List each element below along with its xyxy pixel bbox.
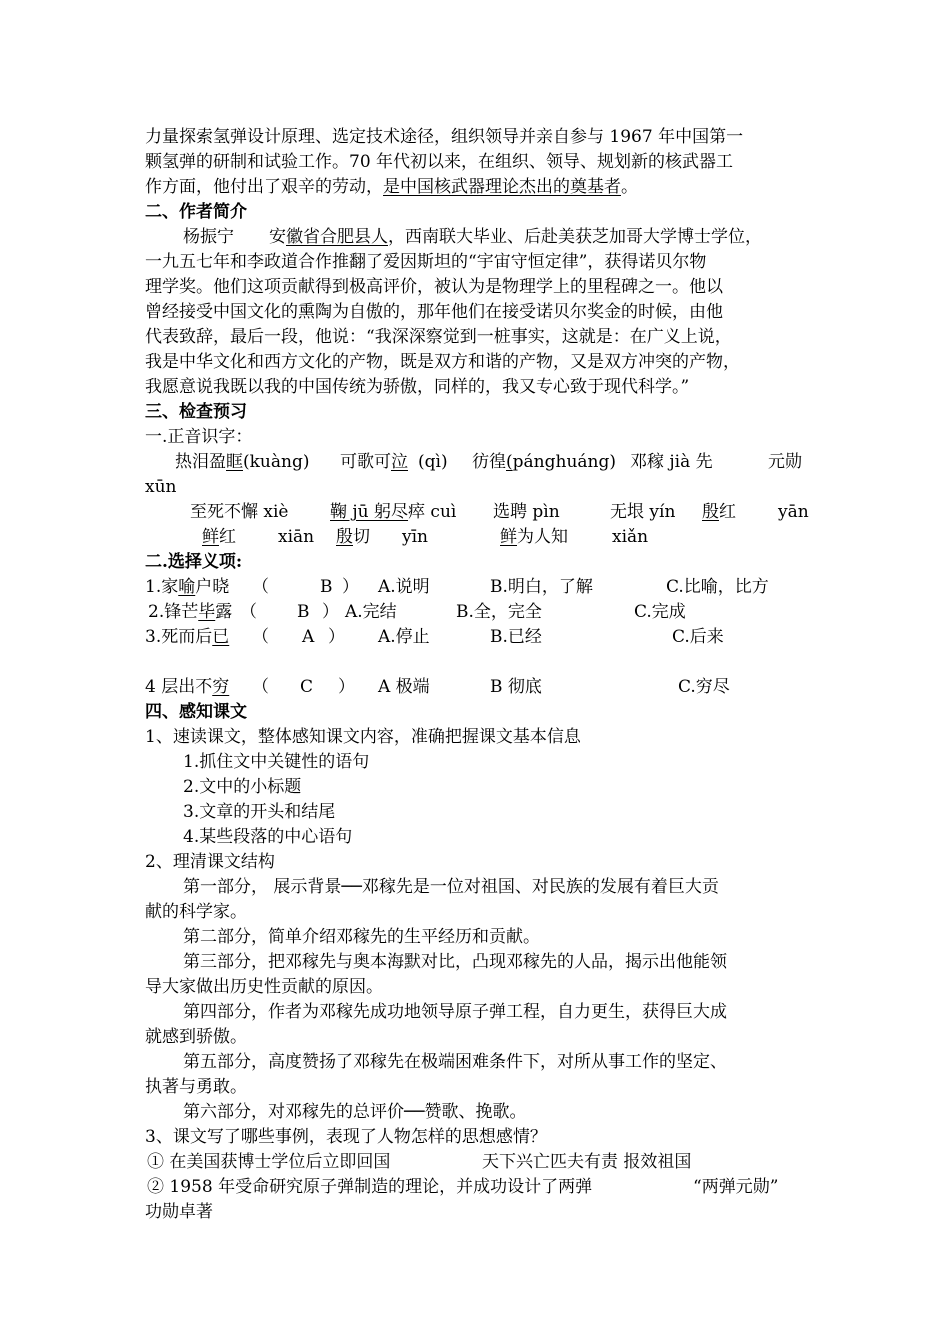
pinyin: (kuàng) xyxy=(243,452,310,472)
part-6-line-1: 第六部分，对邓稼先的总评价──赞歌、挽歌。 xyxy=(183,1102,527,1122)
word-item xyxy=(330,500,456,524)
author-name: 杨振宁 xyxy=(183,227,234,247)
option-a: A 极端 xyxy=(378,677,430,697)
author-line-3: 理学奖。他们这项贡献得到极高评价，被认为是物理学上的里程碑之一。他以 xyxy=(145,277,723,297)
word-item: 元勋 xyxy=(768,452,802,472)
word-underlined: 鲜 xyxy=(202,527,219,547)
question-word xyxy=(145,675,229,699)
intro-line-3 xyxy=(145,175,638,199)
word-underlined: 鲜 xyxy=(500,527,517,547)
section-heading-preview: 三、检查预习 xyxy=(145,402,247,422)
period: 。 xyxy=(621,177,638,197)
origin-underlined: 徽省合肥县人 xyxy=(286,227,388,247)
author-line-7: 我愿意说我既以我的中国传统为骄傲，同样的，我又专心致于现代科学。” xyxy=(145,377,690,397)
word-item: 选聘 pìn xyxy=(493,502,560,522)
question-row-3 xyxy=(0,625,950,649)
word: 为人知 xyxy=(517,527,568,547)
open-paren: （ xyxy=(252,627,269,647)
question-word xyxy=(145,625,229,649)
tip-4: 4.某些段落的中心语句 xyxy=(183,827,353,847)
question-row-2 xyxy=(0,600,950,624)
task-1: 1、速读课文，整体感知课文内容，准确把握课文基本信息 xyxy=(145,727,581,747)
word: 户晓 xyxy=(195,577,230,597)
choice-subheading: 二.选择义项: xyxy=(145,552,243,572)
pronunciation-row-3 xyxy=(0,525,950,549)
example-title: “两弹元勋” xyxy=(693,1177,779,1197)
word-underlined: ( xyxy=(506,452,513,472)
word: 露 xyxy=(215,602,233,622)
word-item xyxy=(202,525,236,549)
word-item: 至死不懈 xiè xyxy=(190,502,289,522)
word-underlined: 毕 xyxy=(198,602,216,622)
author-line-5: 代表致辞，最后一段，他说：“我深深察觉到一桩事实，这就是：在广义上说， xyxy=(145,327,732,347)
word-item xyxy=(472,450,616,474)
option-c: C.比喻，比方 xyxy=(666,577,769,597)
word: 4 层出不 xyxy=(145,677,213,697)
word-item xyxy=(702,500,736,524)
word: 红 xyxy=(219,527,236,547)
word-item xyxy=(340,450,448,474)
question-word xyxy=(148,600,232,624)
question-word xyxy=(145,575,229,599)
question-row-1 xyxy=(0,575,950,599)
answer: A xyxy=(302,627,315,647)
option-a: A.完结 xyxy=(345,602,397,622)
pronunciation-row-1 xyxy=(0,450,950,474)
close-paren: ） xyxy=(342,577,359,597)
pinyin: xiān xyxy=(278,527,315,547)
word-underlined: 眶 xyxy=(226,452,243,472)
pronunciation-subheading: 一.正音识字： xyxy=(145,427,253,447)
author-line-6: 我是中华文化和西方文化的产物，既是双方和谐的产物，又是双方冲突的产物， xyxy=(145,352,740,372)
word: 1.家 xyxy=(145,577,179,597)
author-line-2: 一九五七年和李政道合作推翻了爱因斯坦的“宇宙守恒定律”，获得诺贝尔物 xyxy=(145,252,707,272)
word: 热泪盈 xyxy=(175,452,226,472)
part-5-line-2: 执著与勇敢。 xyxy=(145,1077,247,1097)
option-b: B 彻底 xyxy=(490,677,542,697)
section-heading-author: 二、作者简介 xyxy=(145,202,247,222)
option-b: B.已经 xyxy=(490,627,542,647)
pinyin: (qì) xyxy=(418,452,448,472)
part-4-line-2: 就感到骄傲。 xyxy=(145,1027,247,1047)
pinyin: yīn xyxy=(402,527,428,547)
author-bio: ，西南联大毕业、后赴美获芝加哥大学博士学位， xyxy=(388,227,762,247)
part-1-line-2: 献的科学家。 xyxy=(145,902,247,922)
part-5-line-1: 第五部分，高度赞扬了邓稼先在极端困难条件下，对所从事工作的坚定、 xyxy=(183,1052,727,1072)
pinyin: pánghuáng) xyxy=(512,452,616,472)
answer: C xyxy=(300,677,314,697)
close-paren: ） xyxy=(338,677,355,697)
word: 2.锋芒 xyxy=(148,602,199,622)
pronunciation-row-2 xyxy=(0,500,950,524)
word: 彷徨 xyxy=(472,452,506,472)
example-event: ① 在美国获博士学位后立即回国 xyxy=(147,1152,391,1172)
answer: B xyxy=(320,577,333,597)
option-b: B.全，完全 xyxy=(456,602,542,622)
author-line-1 xyxy=(183,225,823,249)
origin-prefix: 安 xyxy=(269,227,286,247)
word: 切 xyxy=(353,527,370,547)
option-a: A.说明 xyxy=(378,577,430,597)
word-item: 邓稼 jià 先 xyxy=(630,452,713,472)
part-2-line-1: 第二部分，简单介绍邓稼先的生平经历和贡献。 xyxy=(183,927,540,947)
underlined-phrase: 是中国核武器理论杰出的奠基者 xyxy=(383,177,621,197)
section-heading-perception: 四、感知课文 xyxy=(145,702,247,722)
author-origin xyxy=(269,225,762,249)
word-item xyxy=(175,450,309,474)
question-row-4 xyxy=(0,675,950,699)
tip-3: 3.文章的开头和结尾 xyxy=(183,802,336,822)
word-item xyxy=(500,525,568,549)
intro-line-3-text: 作方面，他付出了艰辛的劳动， xyxy=(145,177,383,197)
author-line-4: 曾经接受中国文化的熏陶为自傲的，那年他们在接受诺贝尔奖金的时候，由他 xyxy=(145,302,723,322)
intro-line-1: 力量探索氢弹设计原理、选定技术途径，组织领导并亲自参与 1967 年中国第一 xyxy=(145,127,744,147)
option-b: B.明白，了解 xyxy=(490,577,593,597)
open-paren: （ xyxy=(240,602,257,622)
word-item xyxy=(336,525,370,549)
tip-1: 1.抓住文中关键性的语句 xyxy=(183,752,370,772)
tip-2: 2.文中的小标题 xyxy=(183,777,302,797)
pinyin: yān xyxy=(778,502,809,522)
word: 可歌可 xyxy=(340,452,391,472)
word: 红 xyxy=(719,502,736,522)
example-row-2 xyxy=(0,1175,950,1199)
word-underlined: 殷 xyxy=(702,502,719,522)
word-item: 无垠 yín xyxy=(610,502,676,522)
word-underlined: 殷 xyxy=(336,527,353,547)
word-underlined: 鞠 jū 躬尽 xyxy=(330,502,409,522)
open-paren: （ xyxy=(252,677,269,697)
example-feeling-2: 功勋卓著 xyxy=(145,1202,213,1222)
intro-line-2: 颗氢弹的研制和试验工作。70 年代初以来，在组织、领导、规划新的核武器工 xyxy=(145,152,734,172)
word: 瘁 cuì xyxy=(408,502,457,522)
word-underlined: 已 xyxy=(212,627,230,647)
part-3-line-2: 导大家做出历史性贡献的原因。 xyxy=(145,977,383,997)
close-paren: ） xyxy=(322,602,339,622)
option-c: C.后来 xyxy=(672,627,724,647)
open-paren: （ xyxy=(252,577,269,597)
close-paren: ） xyxy=(328,627,345,647)
answer: B xyxy=(297,602,310,622)
word-underlined: 穷 xyxy=(212,677,230,697)
part-3-line-1: 第三部分，把邓稼先与奥本海默对比，凸现邓稼先的人品，揭示出他能领 xyxy=(183,952,727,972)
example-row-1 xyxy=(0,1150,950,1174)
example-event: ② 1958 年受命研究原子弹制造的理论，并成功设计了两弹 xyxy=(147,1177,593,1197)
word-underlined: 喻 xyxy=(178,577,196,597)
option-c: C.完成 xyxy=(634,602,686,622)
task-3: 3、课文写了哪些事例，表现了人物怎样的思想感情？ xyxy=(145,1127,547,1147)
option-a: A.停止 xyxy=(378,627,430,647)
option-c: C.穷尽 xyxy=(678,677,730,697)
task-2: 2、理清课文结构 xyxy=(145,852,275,872)
word: 3.死而后 xyxy=(145,627,213,647)
example-feeling: 天下兴亡匹夫有责 报效祖国 xyxy=(482,1152,692,1172)
part-1-line-1: 第一部分， 展示背景──邓稼先是一位对祖国、对民族的发展有着巨大贡 xyxy=(183,877,719,897)
word-underlined: 泣 xyxy=(391,452,408,472)
pinyin-wrap: xūn xyxy=(145,477,177,497)
part-4-line-1: 第四部分，作者为邓稼先成功地领导原子弹工程，自力更生，获得巨大成 xyxy=(183,1002,727,1022)
pinyin: xiǎn xyxy=(612,527,649,547)
